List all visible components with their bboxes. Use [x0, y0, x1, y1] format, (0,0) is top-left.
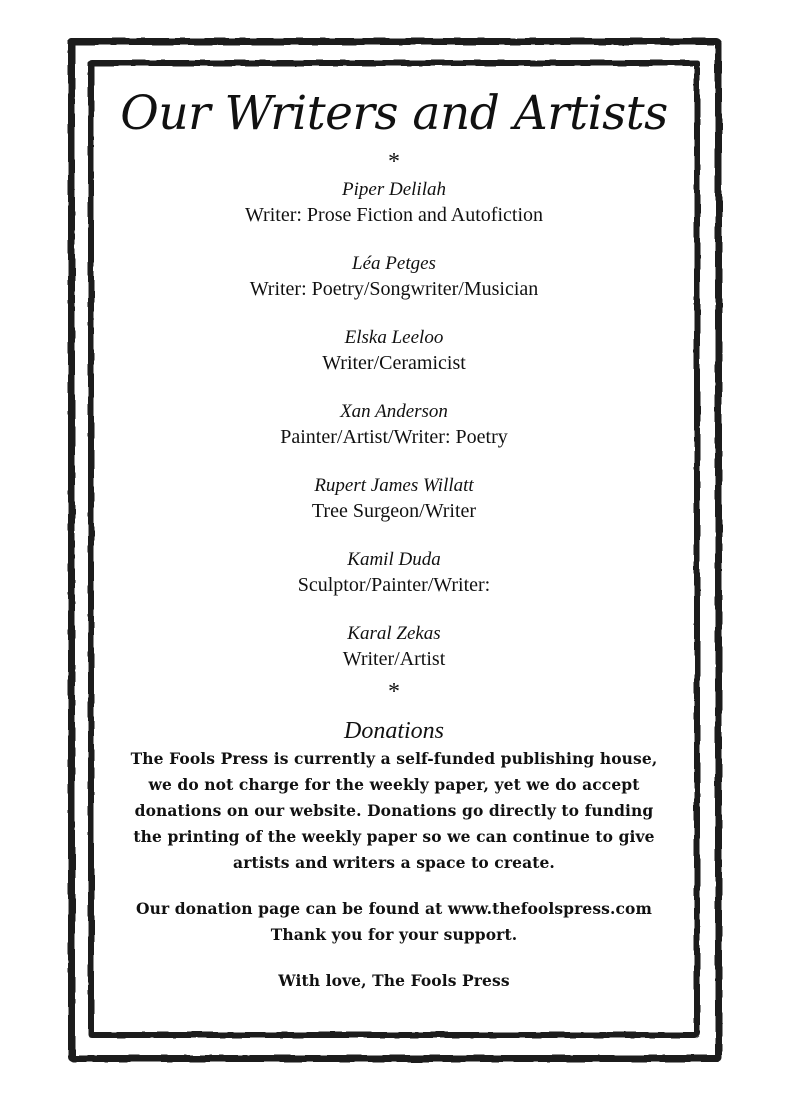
page-content: [110, 80, 678, 994]
writer-role: Writer/Artist: [342, 648, 446, 670]
donations-line: the printing of the weekly paper so we can continue to give: [133, 827, 655, 846]
writer-name: Piper Delilah: [342, 179, 446, 200]
donations-line: artists and writers a space to create.: [233, 853, 555, 872]
donations-line: donations on our website. Donations go directly to funding: [134, 801, 654, 820]
donations-line: we do not charge for the weekly paper, yet we do accept: [148, 775, 640, 794]
writer-name: Rupert James Willatt: [314, 475, 474, 496]
writer-entry: [110, 548, 678, 598]
writer-name: Elska Leeloo: [344, 327, 444, 348]
separator-top: *: [388, 149, 400, 175]
writer-role: Writer: Poetry/Songwriter/Musician: [249, 278, 539, 300]
donations-line: The Fools Press is currently a self-funded publishing house,: [130, 749, 658, 768]
signoff-line: With love, The Fools Press: [278, 971, 510, 990]
donations-body: [110, 746, 678, 994]
writer-entry: [110, 622, 678, 672]
donations-heading: Donations: [343, 718, 444, 744]
writer-entry: [110, 474, 678, 524]
separator-bottom: *: [388, 679, 400, 705]
writers-list: [110, 178, 678, 672]
writer-role: Writer/Ceramicist: [322, 352, 466, 374]
thanks-line: Thank you for your support.: [270, 925, 518, 944]
writer-entry: [110, 252, 678, 302]
writer-entry: [110, 400, 678, 450]
writer-entry: [110, 178, 678, 228]
spacer: [110, 948, 678, 968]
writer-name: Karal Zekas: [347, 623, 441, 644]
writer-role: Painter/Artist/Writer: Poetry: [280, 426, 508, 448]
writer-entry: [110, 326, 678, 376]
page-title: Our Writers and Artists: [120, 86, 668, 141]
donation-page-line: Our donation page can be found at www.thefoolspress.com: [136, 899, 652, 918]
writer-role: Tree Surgeon/Writer: [311, 500, 477, 522]
writer-role: Sculptor/Painter/Writer:: [297, 574, 491, 596]
spacer: [110, 876, 678, 896]
writer-name: Kamil Duda: [347, 549, 441, 570]
writer-name: Léa Petges: [352, 253, 436, 274]
writer-role: Writer: Prose Fiction and Autofiction: [244, 204, 544, 226]
writer-name: Xan Anderson: [340, 401, 448, 422]
